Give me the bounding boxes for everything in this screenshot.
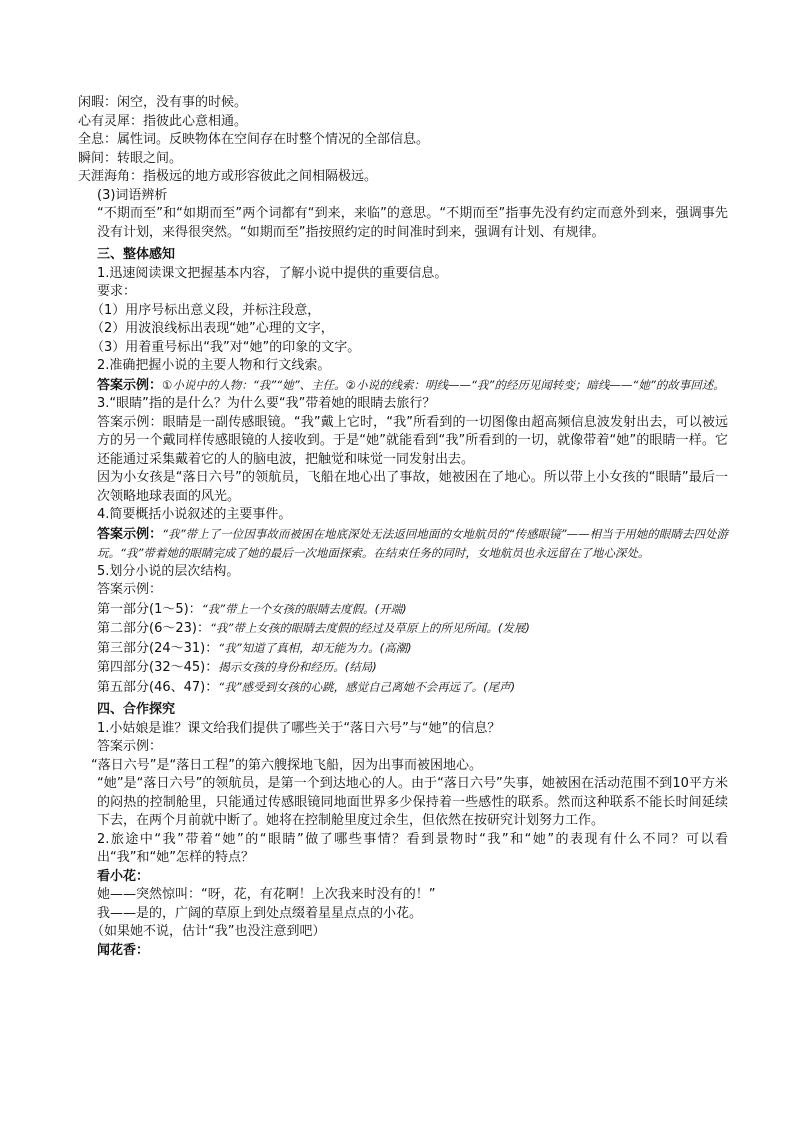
s4-answer-1a: “落日六号”是“落日工程”的第六艘探地飞船，因为出事而被困地心。 xyxy=(91,757,482,773)
structure-part-text: “我”带上女孩的眼睛去度假的经过及草原上的所见所闻。(发展) xyxy=(209,621,530,635)
s3-answer-4-text: “我”带上了一位因事故而被困在地底深处无法返回地面的女地航员的“传感眼镜”——相当于用她的眼睛去四处游玩。“我”带着她的眼睛完成了她的最后一次地面探索。在结束任务的同时，女地航员也永远留在了地心深处。 xyxy=(97,526,728,560)
flower-me: 我——是的，广阔的草原上到处点缀着星星点点的小花。 xyxy=(97,905,423,921)
structure-part xyxy=(78,639,728,659)
s3-question-3: 3.“眼睛”指的是什么？为什么要“我”带着她的眼睛去旅行？ xyxy=(97,396,436,411)
section-4-title: 四、合作探究 xyxy=(97,702,176,717)
s3-answer-3: 答案示例：眼睛是一副传感眼镜。“我”戴上它时，“我”所看到的一切图像由超高频信息波发射出去，可以被远方的另一个戴同样传感眼镜的人接收到。于是“她”就能看到“我”所看到的一切，就像带着“她”的眼睛一样。它还能通过采集戴着它的人的脑电波，把触觉和味觉一同发射出去。 xyxy=(97,414,728,467)
s3-question-5: 5.划分小说的层次结构。 xyxy=(97,563,240,579)
structure-part-text: “我”知道了真相，却无能为力。(高潮) xyxy=(218,640,412,655)
s3-answer-label: 答案示例： xyxy=(97,582,163,597)
section-3-title: 三、整体感知 xyxy=(97,247,176,262)
s4-answer-1b: “她”是“落日六号”的领航员，是第一个到达地心的人。由于“落日六号”失事，她被困在活动范围不到10平方米的闷热的控制舱里，只能通过传感眼镜同地面世界多少保持着一些感性的联系。然而这种联系不能长时间延续下去，在两个月前就中断了。她将在控制舱里度过余生，但依然在按研究计划努力工作。 xyxy=(97,776,728,828)
s3-question-4: 4.简要概括小说叙述的主要事件。 xyxy=(97,507,292,522)
structure-part-text: “我”带上一个女孩的眼睛去度假。(开端) xyxy=(201,601,407,616)
vocab-item: 瞬间：转眼之间。 xyxy=(78,150,183,166)
s3-answer-4 xyxy=(78,525,728,563)
smell-subheading: 闻花香： xyxy=(97,942,150,958)
s3-question-2: 2.准确把握小说的主要人物和行文线索。 xyxy=(97,358,331,373)
flower-note: （如果她不说，估计“我”也没注意到吧） xyxy=(91,924,326,939)
structure-part xyxy=(78,619,728,639)
structure-part xyxy=(78,678,728,698)
structure-part-label: 第一部分(1～5)： xyxy=(97,601,202,617)
flower-she: 她——突然惊叫：“呀，花，有花啊！上次我来时没有的！” xyxy=(97,887,436,902)
structure-part-text: “我”感受到女孩的心跳，感觉自己离她不会再远了。(尾声) xyxy=(218,679,516,694)
s3-requirement-item: （3）用着重号标出“我”对“她”的印象的文字。 xyxy=(91,339,361,355)
s3-answer-2 xyxy=(78,376,728,396)
s3-requirements-label: 要求： xyxy=(97,284,137,299)
cy-heading: (3)词语辨析 xyxy=(97,187,168,203)
vocab-item: 天涯海角：指极远的地方或形容彼此之间相隔极远。 xyxy=(78,169,378,184)
flower-subheading: 看小花： xyxy=(97,868,150,884)
document-page xyxy=(78,94,728,960)
structure-part-label: 第五部分(46、47)： xyxy=(97,679,219,695)
s4-question-2: 2.旅途中“我”带着“她”的“眼睛”做了哪些事情？看到景物时“我”和“她”的表现有什么不同？可以看出“我”和“她”怎样的特点？ xyxy=(97,831,728,865)
s3-answer-3b: 因为小女孩是“落日六号”的领航员，飞船在地心出了事故，她被困在了地心。所以带上小女孩的“眼睛”最后一次领略地球表面的风光。 xyxy=(97,470,728,504)
s3-requirement-item: （2）用波浪线标出表现“她”心理的文字， xyxy=(91,321,334,336)
answer-label: 答案示例： xyxy=(97,526,163,542)
s3-requirement-item: （1）用序号标出意义段，并标注段意， xyxy=(91,302,321,318)
structure-part-label: 第四部分(32～45)： xyxy=(97,660,219,675)
structure-part xyxy=(78,600,728,620)
s3-answer-2-text: ①小说中的人物：“我”“她”、主任。②小说的线索：明线——“我”的经历见闻转变；暗线——“她”的故事回述。 xyxy=(162,377,725,392)
s3-question-1: 1.迅速阅读课文把握基本内容，了解小说中提供的重要信息。 xyxy=(97,265,448,281)
s4-question-1: 1.小姑娘是谁？课文给我们提供了哪些关于“落日六号”与“她”的信息？ xyxy=(97,720,501,736)
structure-part-label: 第三部分(24～31)： xyxy=(97,640,219,656)
answer-label: 答案示例： xyxy=(97,377,163,393)
structure-part xyxy=(78,658,728,678)
vocab-item: 心有灵犀：指彼此心意相通。 xyxy=(78,113,248,129)
cy-text: “不期而至”和“如期而至”两个词都有“到来，来临”的意思。“不期而至”指事先没有约定而意外到来，强调事先没有计划，来得很突然。“如期而至”指按照约定的时间准时到来，强调有计划、有规律。 xyxy=(97,206,728,240)
structure-part-label: 第二部分(6～23)： xyxy=(97,621,210,636)
structure-part-text: 揭示女孩的身份和经历。(结局) xyxy=(218,660,377,674)
s4-answer-label: 答案示例： xyxy=(97,739,163,754)
vocab-item: 闲暇：闲空，没有事的时候。 xyxy=(78,95,248,110)
vocab-item: 全息：属性词。反映物体在空间存在时整个情况的全部信息。 xyxy=(78,132,430,147)
